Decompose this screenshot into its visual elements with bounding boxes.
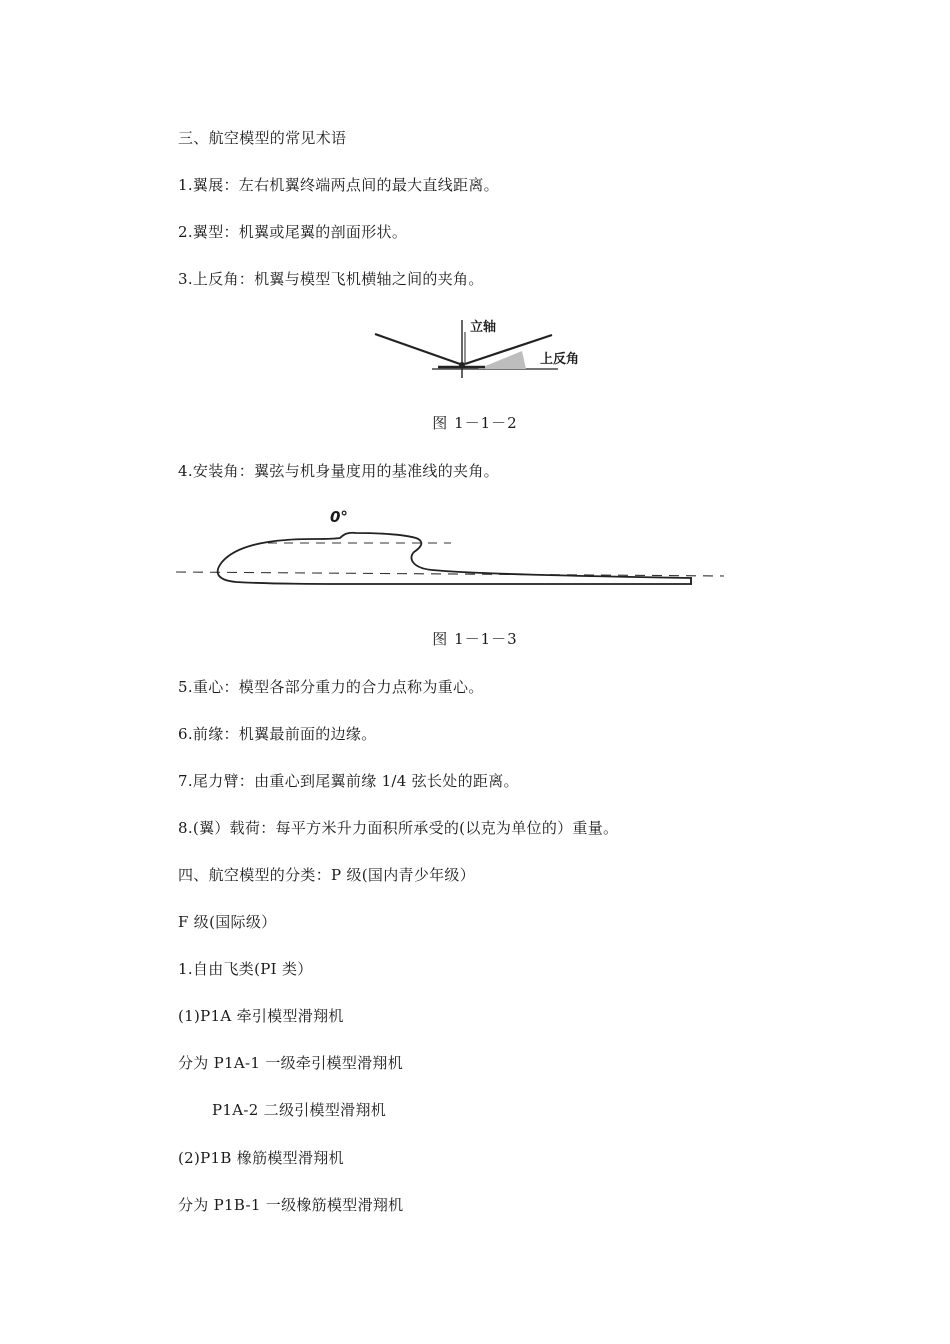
f-class-line: F 级(国际级） bbox=[178, 913, 277, 931]
figure-dihedral bbox=[370, 312, 590, 382]
figure-caption-1-1-3: 图 1－1－3 bbox=[432, 630, 518, 648]
p1b-title: (2)P1B 橡筋模型滑翔机 bbox=[178, 1149, 344, 1167]
p1a-title: (1)P1A 牵引模型滑翔机 bbox=[178, 1007, 344, 1025]
term-wingspan: 1.翼展：左右机翼终端两点间的最大直线距离。 bbox=[178, 176, 499, 194]
term-center-of-gravity: 5.重心：模型各部分重力的合力点称为重心。 bbox=[178, 678, 484, 696]
section-heading-terms: 三、航空模型的常见术语 bbox=[178, 129, 347, 147]
p1a-1-line: 分为 P1A-1 一级牵引模型滑翔机 bbox=[178, 1054, 404, 1072]
term-incidence: 4.安装角：翼弦与机身量度用的基准线的夹角。 bbox=[178, 462, 499, 480]
term-tail-moment-arm: 7.尾力臂：由重心到尾翼前缘 1/4 弦长处的距离。 bbox=[178, 772, 519, 790]
section-heading-classification: 四、航空模型的分类：P 级(国内青少年级） bbox=[178, 866, 476, 884]
term-airfoil: 2.翼型：机翼或尾翼的剖面形状。 bbox=[178, 223, 408, 241]
figure-incidence bbox=[176, 500, 726, 595]
free-flight-line: 1.自由飞类(PI 类） bbox=[178, 960, 313, 978]
zero-degree-label: 0° bbox=[330, 508, 348, 526]
vertical-axis-label: 立轴 bbox=[470, 320, 497, 335]
dihedral-angle-label: 上反角 bbox=[540, 352, 580, 367]
term-wing-loading: 8.(翼）载荷：每平方米升力面积所承受的(以克为单位的）重量。 bbox=[178, 819, 619, 837]
p1a-2-line: P1A-2 二级引模型滑翔机 bbox=[212, 1101, 387, 1119]
term-dihedral: 3.上反角：机翼与模型飞机横轴之间的夹角。 bbox=[178, 270, 484, 288]
term-leading-edge: 6.前缘：机翼最前面的边缘。 bbox=[178, 725, 377, 743]
p1b-1-line: 分为 P1B-1 一级橡筋模型滑翔机 bbox=[178, 1196, 404, 1214]
figure-caption-1-1-2: 图 1－1－2 bbox=[432, 414, 518, 432]
